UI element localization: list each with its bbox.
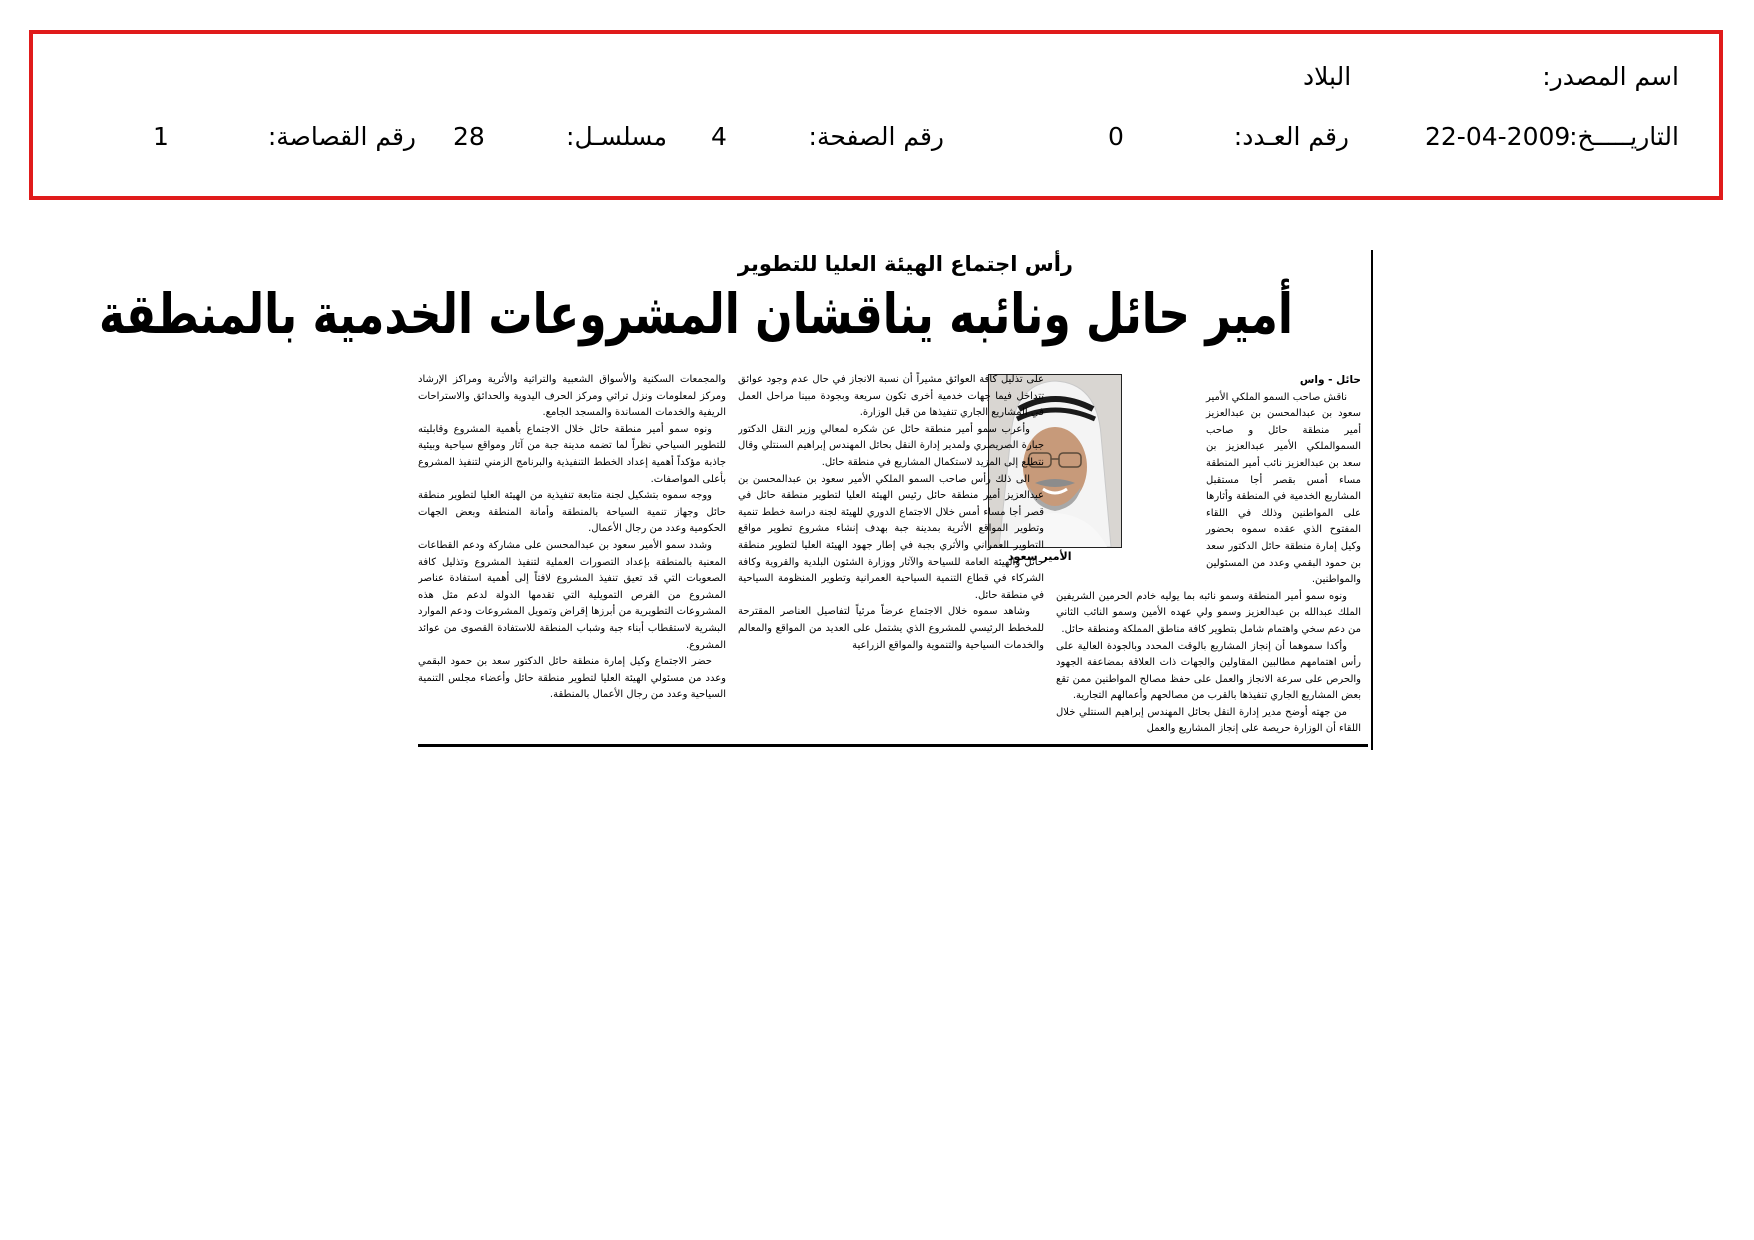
- paragraph: على تذليل كافة العوائق مشيراً أن نسبة الانجاز في حال عدم وجود عوائق تتداخل فيما جهات خدمية أخرى تكون سريعة وبجودة مبينا مراحل العمل في المشاريع الجاري تنفيذها من قبل الوزارة.: [738, 374, 1044, 419]
- paragraph: ووجه سموه بتشكيل لجنة متابعة تنفيذية من الهيئة العليا لتطوير منطقة حائل وجهاز تنمية السياحة بالمنطقة وأمانة المنطقة وبعض الجهات الحكومية وعدد من رجال الأعمال.: [418, 490, 726, 535]
- column-rule-bottom: [418, 744, 1368, 747]
- paragraph: وأعرب سمو أمير منطقة حائل عن شكره لمعالي وزير النقل الدكتور جبارة الصريصري ولمدير إدارة النقل بحائل المهندس إبراهيم السنتلي وقال نتطلع إلى المزيد لاستكمال المشاريع في منطقة حائل.: [738, 423, 1044, 468]
- clip-label: رقم القصاصة:: [267, 122, 416, 151]
- paragraph: وأكدا سموهما أن إنجاز المشاريع بالوقت المحدد وبالجودة العالية على رأس اهتمامهم مطالبين المقاولين والجهات ذات العلاقة بمضاعفة الجهود والحرص على سرعة الانجاز والعمل على حفظ مصالح المواطنين ممن تقع بعض المشاريع الجاري تنفيذها بالقرب من مصالحهم وأعمالهم التجارية.: [1056, 640, 1361, 702]
- metadata-box: [29, 30, 1723, 200]
- article-headline: أمير حائل ونائبه يناقشان المشروعات الخدمية بالمنطقة: [98, 283, 1293, 347]
- newspaper-clipping: [98, 250, 1373, 750]
- paragraph: ناقش صاحب السمو الملكي الأمير سعود بن عبدالمحسن بن عبدالعزيز أمير منطقة حائل و صاحب السموالملكي الأمير عبدالعزيز بن سعد بن عبدالعزيز نائب أمير المنطقة مساء أمس بقصر أجا مستقبل المشاريع الخدمية في المنطقة وأثارها على المواطنين وذلك في اللقاء المفتوح الذي عقده سموه بحضور وكيل إمارة منطقة حائل الدكتور سعد بن حمود البقمي وعدد من المسئولين والمواطنين.: [1206, 391, 1361, 586]
- page-label: رقم الصفحة:: [808, 122, 944, 151]
- article-dateline: حائل - واس: [1299, 374, 1361, 386]
- article-kicker: رأس اجتماع الهيئة العليا للتطوير: [737, 252, 1073, 276]
- photo-caption: الأمير سعود: [1008, 550, 1072, 563]
- paragraph: والمجمعات السكنية والأسواق الشعبية والتراثية والأثرية ومراكز الإرشاد ومركز لمعلومات ونزل تراثي ومركز الحرف اليدوية والحدائق والاستراحات الريفية والخدمات المساندة والمسجد الجامع.: [418, 374, 726, 419]
- column-rule-right: [1371, 250, 1373, 750]
- paragraph: من جهته أوضح مدير إدارة النقل بحائل المهندس إبراهيم السنتلي خلال اللقاء أن الوزارة حريصة على إنجاز المشاريع والعمل: [1056, 706, 1361, 735]
- page-value: 4: [711, 122, 727, 151]
- source-value: البلاد: [1303, 62, 1352, 91]
- serial-label: مسلسـل:: [566, 122, 667, 151]
- date-value: 22-04-2009: [1425, 122, 1571, 151]
- paragraph: ونوه سمو أمير المنطقة وسمو نائبه بما يوليه خادم الحرمين الشريفين الملك عبدالله بن عبدالعزيز وسمو ولي عهده الأمين وسمو النائب الثاني من دعم سخي واهتمام شامل بتطوير كافة مناطق المملكة ومنطقة حائل.: [1056, 590, 1361, 635]
- issue-label: رقم العـدد:: [1233, 122, 1349, 151]
- article-column-3: [418, 372, 726, 742]
- source-label: اسم المصدر:: [1542, 62, 1679, 91]
- paragraph: ونوه سمو أمير منطقة حائل خلال الاجتماع بأهمية المشروع وقابليته للتطوير السياحي نظراً لما تضمه مدينة جبة من آثار ومواقع سياحية وبيئية جاذبة مؤكداً أهمية إعداد الخطط التنفيذية والبرنامج الزمني لتنفيذ المشروع بأعلى المواصفات.: [418, 423, 726, 485]
- serial-value: 28: [453, 122, 485, 151]
- article-column-2: [738, 372, 1044, 742]
- paragraph: وشدد سمو الأمير سعود بن عبدالمحسن على مشاركة ودعم القطاعات المعنية بالمنطقة بإعداد التصورات العملية لتنفيذ المشروع وتذليل كافة الصعوبات التي قد تعيق تنفيذ المشروع لافتاً إلى أهمية استفادة عناصر المشروع من الفرص التمويلية التي تقدمها الدولة لدعم مثل هذه المشروعات التطويرية من أبرزها إقراض وتمويل المشروعات ودعم الموارد البشرية لاستقطاب أبناء جبة وشباب المنطقة للاستفادة القصوى من عوائد المشروع.: [418, 539, 726, 651]
- issue-value: 0: [1108, 122, 1124, 151]
- date-label: التاريـــــخ:: [1569, 122, 1679, 151]
- clip-value: 1: [153, 122, 169, 151]
- paragraph: وشاهد سموه خلال الاجتماع عرضاً مرئياً لتفاصيل العناصر المقترحة للمخطط الرئيسي للمشروع الذي يشتمل على العديد من المواقع والمعالم والخدمات السياحية والتنموية والمواقع الزراعية: [738, 606, 1044, 651]
- paragraph: الى ذلك رأس صاحب السمو الملكي الأمير سعود بن عبدالمحسن بن عبدالعزيز أمير منطقة حائل رئيس الهيئة العليا لتطوير منطقة حائل في قصر أجا مساء أمس خلال الاجتماع الدوري للهيئة لجنة دراسة خطط تنمية وتطوير المواقع الأثرية بمدينة جبة بهدف إنشاء مشروع تطوير مواقع التطوير العمراني والأثري بجبة في إطار جهود الهيئة العليا لتطوير منطقة حائل والهيئة العامة للسياحة والآثار ووزارة الشئون البلدية والقروية وكافة الشركاء في قطاع التنمية السياحية العمرانية وتطوير المنظومة السياحية في منطقة حائل.: [738, 473, 1044, 601]
- paragraph: حضر الاجتماع وكيل إمارة منطقة حائل الدكتور سعد بن حمود البقمي وعدد من مسئولي الهيئة العليا لتطوير منطقة حائل وأعضاء مجلس التنمية السياحية وعدد من رجال الأعمال بالمنطقة.: [418, 656, 726, 701]
